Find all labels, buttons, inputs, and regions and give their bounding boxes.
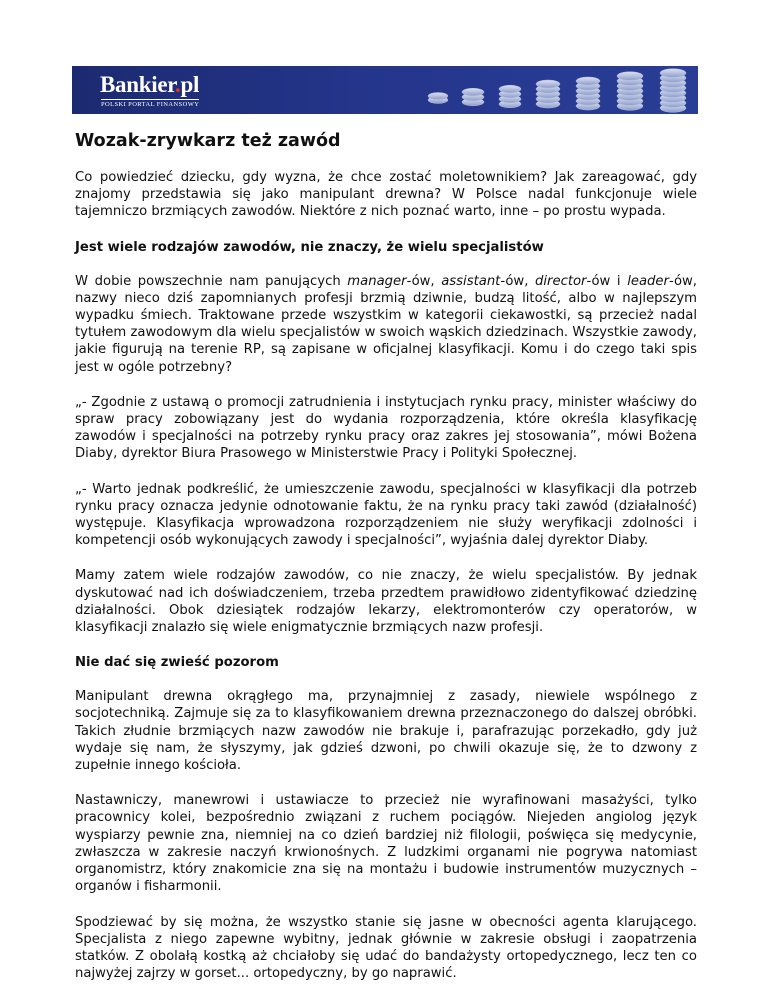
paragraph-2: „- Zgodnie z ustawą o promocji zatrudnienia i instytucjach rynku pracy, minister właściwy do spraw pracy zobowiązany jest do wydania rozporządzenia, które określa klasyfikację zawodów i specjalności na potrzeby rynku pracy oraz zakres jej stosowania”, mówi Bożena Diaby, dyrektor Biura Prasowego w Ministerstwie Pracy i Polityki Społecznej. [75,394,697,462]
p1-em-manager: manager [347,273,407,289]
paragraph-5: Manipulant drewna okrągłego ma, przynajmniej z zasady, niewiele wspólnego z socjotechniką. Zajmuje się za to klasyfikowaniem drewna przeznaczonego do dalszej obróbki. Takich złudnie brzmiących nazw zawodów nie brakuje i, parafrazując porzekadło, gdy już wydaje się nam, że słyszymy, jak gdzieś dzwoni, po chwili okazuje się, że to dzwony z zupełnie innego kościoła. [75,689,697,774]
paragraph-7: Spodziewać by się można, że wszystko stanie się jasne w obecności agenta klarującego. Specjalista z niego zapewne wybitny, jednak głównie w zakresie obsługi i zaopatrzenia statków. Z obolałą kostką aż chciałoby się udać do bandażysty ortopedycznego, lecz ten co najwyżej zajrzy w gorset... ortopedyczny, by go naprawić. [75,914,697,982]
site-logo[interactable] [100,72,199,98]
section-heading-2: Nie dać się zwieść pozorom [75,655,279,671]
p1-em-assistant: assistant [441,273,501,289]
logo-dot: . [175,72,181,97]
paragraph-6: Nastawniczy, manewrowi i ustawiacze to przecież nie wyrafinowani masażyści, tylko pracownicy kolei, bezpośrednio związani z ruchem pociągów. Niejeden angiolog język wyspiarzy pewnie zna, niemniej na co dzień bardziej niż filologii, poświęca się medycynie, zwłaszcza w zakresie naczyń krwionośnych. Z ludzkimi organami nie pogrywa natomiast organomistrz, który znakomicie zna się na montażu i budowie instrumentów muzycznych – organów i fisharmonii. [75,793,697,895]
logo-name: Bankier [100,72,176,97]
p1-text-a: W dobie powszechnie nam panujących [75,273,348,289]
logo-tld: pl [180,72,200,97]
article-title: Wozak-zrywkarz też zawód [75,131,341,151]
site-banner [72,66,698,114]
p1-em-leader: leader [627,273,669,289]
p1-em-director: director [535,273,587,289]
p1-text-e: -ów, nazwy nieco dziś zapomnianych profesji brzmią dziwnie, budzą litość, albo w najlepszym wypadku śmiech. Traktowane przede wszystkim w kategorii ciekawostki, są przecież nadal tytułem zawodowym dla wielu specjalistów w swoich wąskich dziedzinach. Wszystkie zawody, jakie figurują na terenie RP, są zapisane w oficjalnej klasyfikacji. Komu i do czego taki spis jest w ogóle potrzebny? [75,273,698,375]
p1-text-b: -ów, [406,273,442,289]
p1-text-c: -ów, [500,273,535,289]
paragraph-1 [75,273,697,376]
logo-tagline: POLSKI PORTAL FINANSOWY [101,101,200,108]
p1-text-d: -ów i [586,273,628,289]
coin-stacks-decoration [398,66,698,114]
article-body [75,130,697,994]
paragraph-3: „- Warto jednak podkreślić, że umieszczenie zawodu, specjalności w klasyfikacji dla potrzeb rynku pracy oznacza jedynie odnotowanie faktu, że na rynku pracy taki zawód (działalność) występuje. Klasyfikacja wprowadzona rozporządzeniem nie służy weryfikacji zdolności i kompetencji osób wykonujących zawody i specjalności”, wyjaśnia dalej dyrektor Diaby. [75,481,697,549]
paragraph-4: Mamy zatem wiele rodzajów zawodów, co nie znaczy, że wielu specjalistów. By jednak dyskutować nad ich doświadczeniem, trzeba przedtem prawidłowo zidentyfikować dziedzinę działalności. Obok dziesiątek rodzajów lekarzy, elektromonterów czy operatorów, w klasyfikacji znalazło się wiele enigmatycznie brzmiących nazw profesji. [75,568,697,636]
article-lead: Co powiedzieć dziecku, gdy wyzna, że chce zostać moletownikiem? Jak zareagować, gdy znajomy przedstawia się jako manipulant drewna? W Polsce nadal funkcjonuje wiele tajemniczo brzmiących zawodów. Niektóre z nich poznać warto, inne – po prostu wypada. [75,170,697,220]
section-heading-1: Jest wiele rodzajów zawodów, nie znaczy, że wielu specjalistów [75,239,544,255]
